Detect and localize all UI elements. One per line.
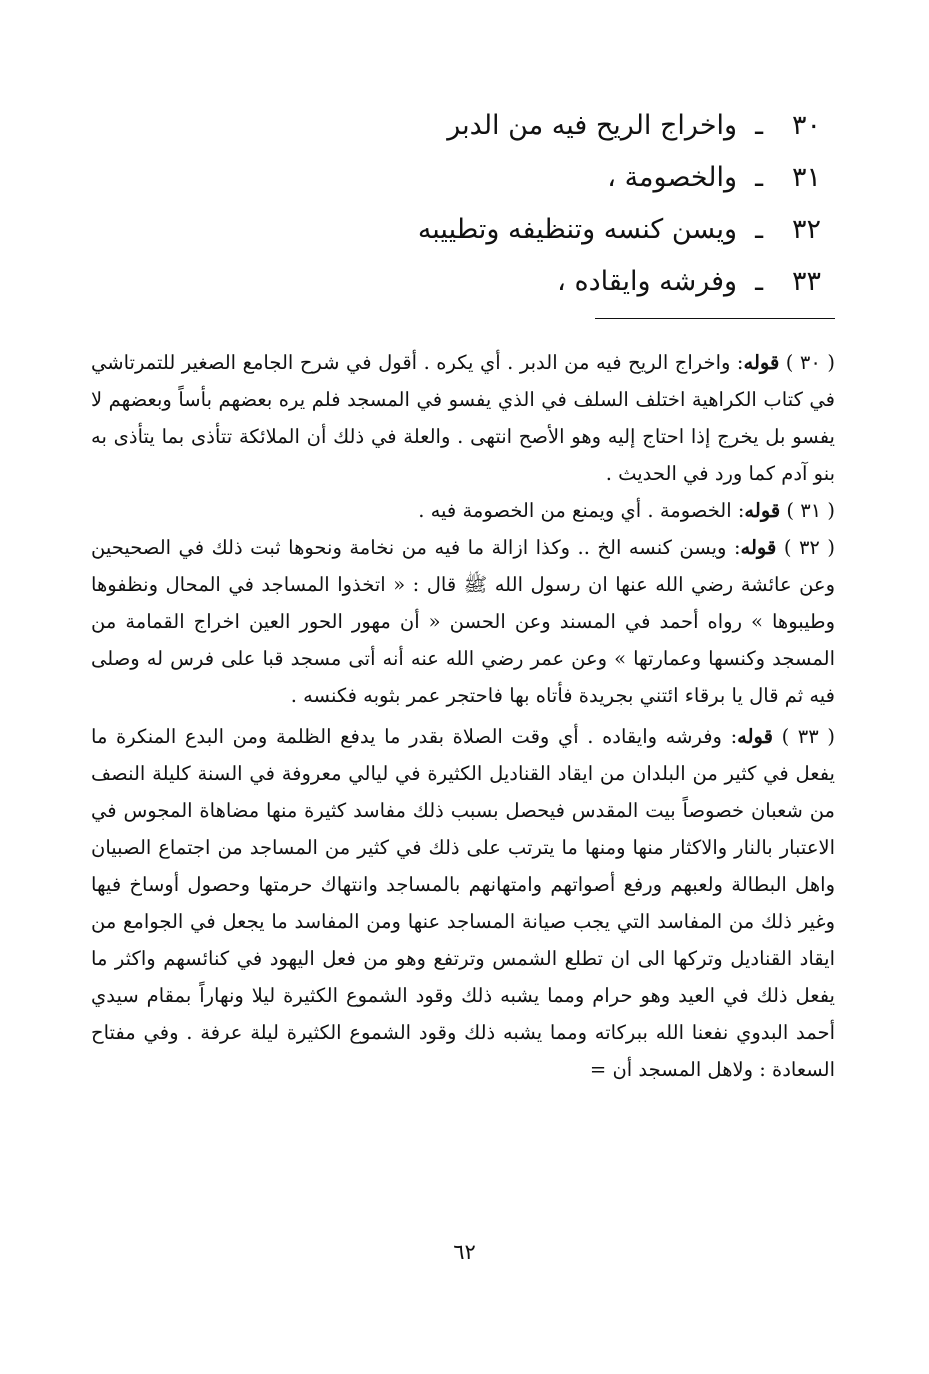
- main-item-text: وفرشه وايقاده ،: [557, 266, 738, 297]
- note-label: قوله: [744, 499, 781, 522]
- note-number: ( ٣١ ): [786, 499, 835, 522]
- note-text: : واخراج الريح فيه من الدبر . أي يكره . أقول في شرح الجامع الصغير للتمرتاشي في كتاب الكراهية اختلف السلف في الذي يفسو في المسجد فلم يره بعضهم بأساً وبعضهم لا يفسو بل يخرج إذا احتاج إليه وهو الأصح انتهى . والعلة في ذلك أن الملائكة تتأذى بما يتأذى به بنو آدم كما ورد في الحديث .: [91, 351, 835, 485]
- note-label: قوله: [737, 725, 773, 748]
- commentary-notes: [91, 344, 835, 1088]
- main-item-number: ٣٠: [791, 110, 821, 141]
- note-text: : وفرشه وايقاده . أي وقت الصلاة بقدر ما يدفع الظلمة ومن البدع المنكرة ما يفعل في كثير من البلدان من ايقاد القناديل الكثيرة في ليالي معروفة في السنة كليلة النصف من شعبان خصوصاً بيت المقدس فيحصل بسبب ذلك مفاسد كثيرة منها مضاهاة المجوس في الاعتبار بالنار والاكثار منها ومنها ما يترتب على ذلك في كثير من المساجد من اجتماع الصبيان واهل البطالة ولعبهم ورفع أصواتهم وامتهانهم بالمساجد وانتهاك حرمتها وحصول أوساخ فيها وغير ذلك من المفاسد التي يجب صيانة المساجد عنها ومن المفاسد ما يجعل في الجوامع من ايقاد القناديل وتركها الى ان تطلع الشمس وترتفع وهو من فعل اليهود في كنائسهم واكثر ما يفعل ذلك في العيد وهو حرام ومما يشبه ذلك وقود الشموع الكثيرة ليلا ونهاراً بمقام سيدي أحمد البدوي نفعنا الله ببركاته ومما يشبه ذلك وقود الشموع الكثيرة ليلة عرفة . وفي مفتاح السعادة : ولاهل المسجد أن =: [91, 725, 835, 1081]
- main-item-dash: ـ: [755, 110, 763, 141]
- note-number: ( ٣٣ ): [781, 725, 835, 748]
- note-text: : ويسن كنسه الخ .. وكذا ازالة ما فيه من نخامة ونحوها ثبت ذلك في الصحيحين وعن عائشة رضي الله عنها ان رسول الله ﷺ قال : « اتخذوا المساجد في المحال ونظفوها وطيبوها » رواه أحمد في المسند وعن الحسن « أن مهور الحور العين اخراج القمامة من المسجد وكنسها وعمارتها » وعن عمر رضي الله عنه أنه أتى مسجد قبا على فرس له وصلى فيه ثم قال يا برقاء ائتني بجريدة فأتاه بها فاحتجر عمر بثوبه فكنسه .: [91, 536, 835, 707]
- note-label: قوله: [743, 351, 780, 374]
- main-text-list: [401, 100, 821, 308]
- note-number: ( ٣٢ ): [783, 536, 835, 559]
- main-item-text: والخصومة ،: [607, 162, 738, 193]
- main-item-text: ويسن كنسه وتنظيفه وتطييبه: [417, 214, 738, 245]
- page-number: ٦٢: [453, 1240, 476, 1264]
- note-number: ( ٣٠ ): [785, 351, 835, 374]
- note-33: [91, 718, 835, 1088]
- main-item-number: ٣٣: [791, 266, 821, 297]
- note-31: [91, 492, 835, 529]
- main-item-33: [401, 256, 821, 308]
- main-item-text: واخراج الريح فيه من الدبر: [447, 110, 738, 141]
- main-item-32: [401, 204, 821, 256]
- main-item-number: ٣١: [791, 162, 821, 193]
- note-label: قوله: [740, 536, 777, 559]
- main-item-30: [401, 100, 821, 152]
- main-item-dash: ـ: [755, 214, 763, 245]
- note-32: [91, 529, 835, 714]
- main-item-number: ٣٢: [791, 214, 821, 245]
- main-item-dash: ـ: [755, 162, 763, 193]
- main-item-dash: ـ: [755, 266, 763, 297]
- note-30: [91, 344, 835, 492]
- footnote-divider: [595, 318, 835, 319]
- main-item-31: [401, 152, 821, 204]
- note-text: : الخصومة . أي ويمنع من الخصومة فيه .: [418, 499, 745, 522]
